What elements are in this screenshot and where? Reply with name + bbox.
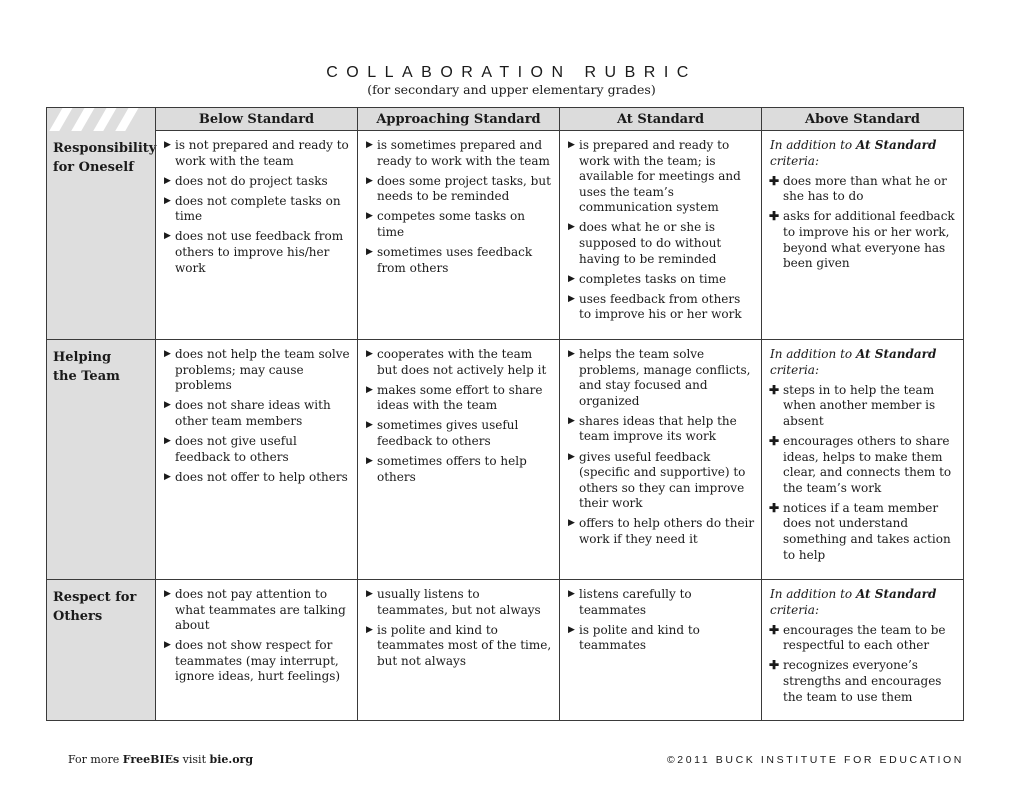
header-corner	[47, 108, 155, 131]
criteria-text: competes some tasks on time	[377, 209, 526, 239]
criteria-item	[568, 138, 755, 216]
criteria-text: does not show respect for teammates (may interrupt, ignore ideas, hurt feelings)	[175, 638, 341, 684]
criteria-text: uses feedback from others to improve his or her work	[579, 291, 742, 322]
criteria-item	[568, 347, 755, 409]
criteria-item	[164, 638, 351, 685]
triangle-bullet-icon: ▶	[568, 624, 575, 635]
criteria-text: does what he or she is supposed to do without having to be reminded	[579, 220, 722, 266]
cell-below	[155, 131, 357, 339]
cell-above	[761, 580, 963, 720]
above-intro: In addition to At Standard criteria:	[770, 138, 937, 168]
triangle-bullet-icon: ▶	[568, 415, 575, 426]
criteria-text: completes tasks on time	[579, 271, 727, 286]
criteria-item	[366, 418, 553, 449]
criteria-item	[770, 623, 957, 654]
criteria-text: does some project tasks, but needs to be reminded	[377, 173, 551, 204]
cell-approaching	[357, 131, 559, 339]
cell-at	[559, 340, 761, 579]
page-subtitle: (for secondary and upper elementary grades)	[367, 82, 656, 97]
triangle-bullet-icon: ▶	[366, 456, 373, 467]
criteria-item	[770, 383, 957, 430]
triangle-bullet-icon: ▶	[164, 640, 171, 651]
triangle-bullet-icon: ▶	[164, 435, 171, 446]
triangle-bullet-icon: ▶	[164, 400, 171, 411]
column-header-approaching: Approaching Standard	[357, 108, 559, 131]
criteria-text: does not offer to help others	[175, 469, 348, 484]
criteria-text: encourages others to share ideas, helps to make them clear, and connects them to the team’s work	[783, 433, 952, 495]
triangle-bullet-icon: ▶	[568, 451, 575, 462]
criteria-text: listens carefully to teammates	[579, 587, 692, 617]
triangle-bullet-icon: ▶	[568, 273, 575, 284]
criteria-text: does not share ideas with other team members	[175, 398, 331, 428]
plus-bullet-icon: ✚	[769, 500, 780, 515]
criteria-text: is sometimes prepared and ready to work with the team	[377, 138, 550, 168]
criteria-item	[568, 272, 755, 288]
criteria-text: usually listens to teammates, but not always	[377, 587, 541, 617]
criteria-text: offers to help others do their work if they need it	[579, 516, 755, 547]
criteria-item	[568, 220, 755, 267]
triangle-bullet-icon: ▶	[366, 624, 373, 635]
criteria-item	[568, 587, 755, 618]
copyright: ©2011 BUCK INSTITUTE FOR EDUCATION	[666, 754, 964, 766]
criteria-list	[770, 383, 957, 564]
criteria-text: is polite and kind to teammates	[579, 622, 700, 653]
criteria-text: does more than what he or she has to do	[783, 173, 947, 204]
criteria-list	[770, 623, 957, 705]
rubric-table	[46, 107, 964, 721]
criteria-item	[366, 209, 553, 240]
column-header-above: Above Standard	[761, 108, 963, 131]
criteria-list	[366, 587, 553, 669]
criteria-list	[366, 347, 553, 485]
criteria-item	[770, 209, 957, 271]
criteria-text: asks for additional feedback to improve his or her work, beyond what everyone has been given	[783, 209, 955, 271]
cell-below	[155, 580, 357, 720]
row-label-helping: Helping the Team	[47, 340, 155, 579]
triangle-bullet-icon: ▶	[366, 420, 373, 431]
criteria-text: does not use feedback from others to improve his/her work	[175, 229, 344, 275]
column-header-at: At Standard	[559, 108, 761, 131]
criteria-text: is polite and kind to teammates most of the time, but not always	[377, 622, 552, 668]
criteria-item	[366, 138, 553, 169]
above-intro: In addition to At Standard criteria:	[770, 347, 937, 377]
criteria-item	[568, 292, 755, 323]
criteria-item	[366, 347, 553, 378]
cell-at	[559, 131, 761, 339]
criteria-item	[568, 516, 755, 547]
criteria-list	[770, 174, 957, 272]
footer-freebies: For more FreeBIEs visit bie.org	[68, 753, 254, 766]
criteria-text: recognizes everyone’s strengths and encourages the team to use them	[783, 658, 942, 704]
row-label-respect: Respect for Others	[47, 580, 155, 720]
above-intro: In addition to At Standard criteria:	[770, 587, 937, 617]
criteria-item	[770, 174, 957, 205]
triangle-bullet-icon: ▶	[164, 140, 171, 150]
triangle-bullet-icon: ▶	[366, 211, 373, 222]
criteria-item	[164, 398, 351, 429]
criteria-list	[568, 347, 755, 548]
criteria-list	[164, 587, 351, 685]
criteria-text: gives useful feedback (specific and supportive) to others so they can improve their work	[579, 449, 746, 511]
criteria-item	[770, 434, 957, 496]
bie-link[interactable]: bie.org	[209, 753, 254, 766]
criteria-item	[770, 658, 957, 705]
cell-above	[761, 340, 963, 579]
criteria-list	[568, 587, 755, 654]
criteria-text: does not pay attention to what teammates are talking about	[175, 587, 346, 633]
criteria-text: is not prepared and ready to work with the team	[175, 138, 349, 168]
triangle-bullet-icon: ▶	[568, 222, 575, 233]
plus-bullet-icon: ✚	[769, 209, 780, 224]
criteria-text: helps the team solve problems, manage conflicts, and stay focused and organized	[579, 347, 751, 408]
criteria-text: does not complete tasks on time	[175, 193, 341, 224]
criteria-item	[164, 434, 351, 465]
criteria-item	[164, 587, 351, 634]
criteria-text: does not help the team solve problems; may cause problems	[175, 347, 350, 393]
criteria-text: makes some effort to share ideas with the team	[377, 382, 543, 413]
criteria-item	[568, 450, 755, 512]
criteria-text: sometimes uses feedback from others	[377, 245, 533, 275]
criteria-text: is prepared and ready to work with the team; is available for meetings and uses the team’s communication system	[579, 138, 741, 215]
plus-bullet-icon: ✚	[769, 658, 780, 673]
triangle-bullet-icon: ▶	[164, 589, 171, 599]
criteria-item	[366, 587, 553, 618]
plus-bullet-icon: ✚	[769, 433, 780, 448]
criteria-item	[568, 414, 755, 445]
cell-above	[761, 131, 963, 339]
plus-bullet-icon: ✚	[769, 382, 780, 397]
criteria-text: notices if a team member does not understand something and takes action to help	[783, 500, 951, 562]
row-label-responsibility: Responsibility for Oneself	[47, 131, 155, 339]
criteria-item	[770, 501, 957, 563]
triangle-bullet-icon: ▶	[164, 231, 171, 242]
criteria-item	[164, 174, 351, 190]
criteria-item	[568, 623, 755, 654]
criteria-item	[366, 454, 553, 485]
triangle-bullet-icon: ▶	[568, 293, 575, 304]
plus-bullet-icon: ✚	[769, 173, 780, 188]
column-header-below: Below Standard	[155, 108, 357, 131]
triangle-bullet-icon: ▶	[568, 589, 575, 599]
criteria-list	[164, 138, 351, 276]
plus-bullet-icon: ✚	[769, 622, 780, 637]
criteria-item	[164, 347, 351, 394]
criteria-item	[164, 194, 351, 225]
triangle-bullet-icon: ▶	[366, 175, 373, 186]
triangle-bullet-icon: ▶	[568, 140, 575, 150]
criteria-list	[164, 347, 351, 485]
cell-approaching	[357, 580, 559, 720]
criteria-item	[164, 138, 351, 169]
criteria-text: sometimes gives useful feedback to others	[377, 418, 519, 448]
criteria-item	[366, 383, 553, 414]
criteria-text: steps in to help the team when another member is absent	[783, 382, 936, 428]
criteria-text: does not do project tasks	[175, 173, 328, 188]
criteria-item	[366, 245, 553, 276]
criteria-list	[568, 138, 755, 323]
criteria-list	[366, 138, 553, 276]
triangle-bullet-icon: ▶	[366, 384, 373, 395]
triangle-bullet-icon: ▶	[568, 518, 575, 529]
cell-approaching	[357, 340, 559, 579]
triangle-bullet-icon: ▶	[366, 589, 373, 599]
triangle-bullet-icon: ▶	[366, 140, 373, 150]
triangle-bullet-icon: ▶	[568, 349, 575, 359]
criteria-item	[164, 229, 351, 276]
triangle-bullet-icon: ▶	[164, 471, 171, 482]
criteria-item	[164, 470, 351, 486]
cell-below	[155, 340, 357, 579]
criteria-text: cooperates with the team but does not actively help it	[377, 347, 547, 377]
criteria-text: does not give useful feedback to others	[175, 433, 297, 464]
cell-at	[559, 580, 761, 720]
triangle-bullet-icon: ▶	[164, 175, 171, 186]
triangle-bullet-icon: ▶	[366, 349, 373, 359]
criteria-item	[366, 623, 553, 670]
triangle-bullet-icon: ▶	[164, 349, 171, 359]
criteria-text: encourages the team to be respectful to each other	[783, 622, 946, 653]
criteria-text: sometimes offers to help others	[377, 454, 527, 484]
page-title: COLLABORATION RUBRIC	[326, 64, 697, 81]
triangle-bullet-icon: ▶	[164, 195, 171, 206]
triangle-bullet-icon: ▶	[366, 247, 373, 258]
criteria-item	[366, 174, 553, 205]
criteria-text: shares ideas that help the team improve its work	[579, 413, 737, 444]
